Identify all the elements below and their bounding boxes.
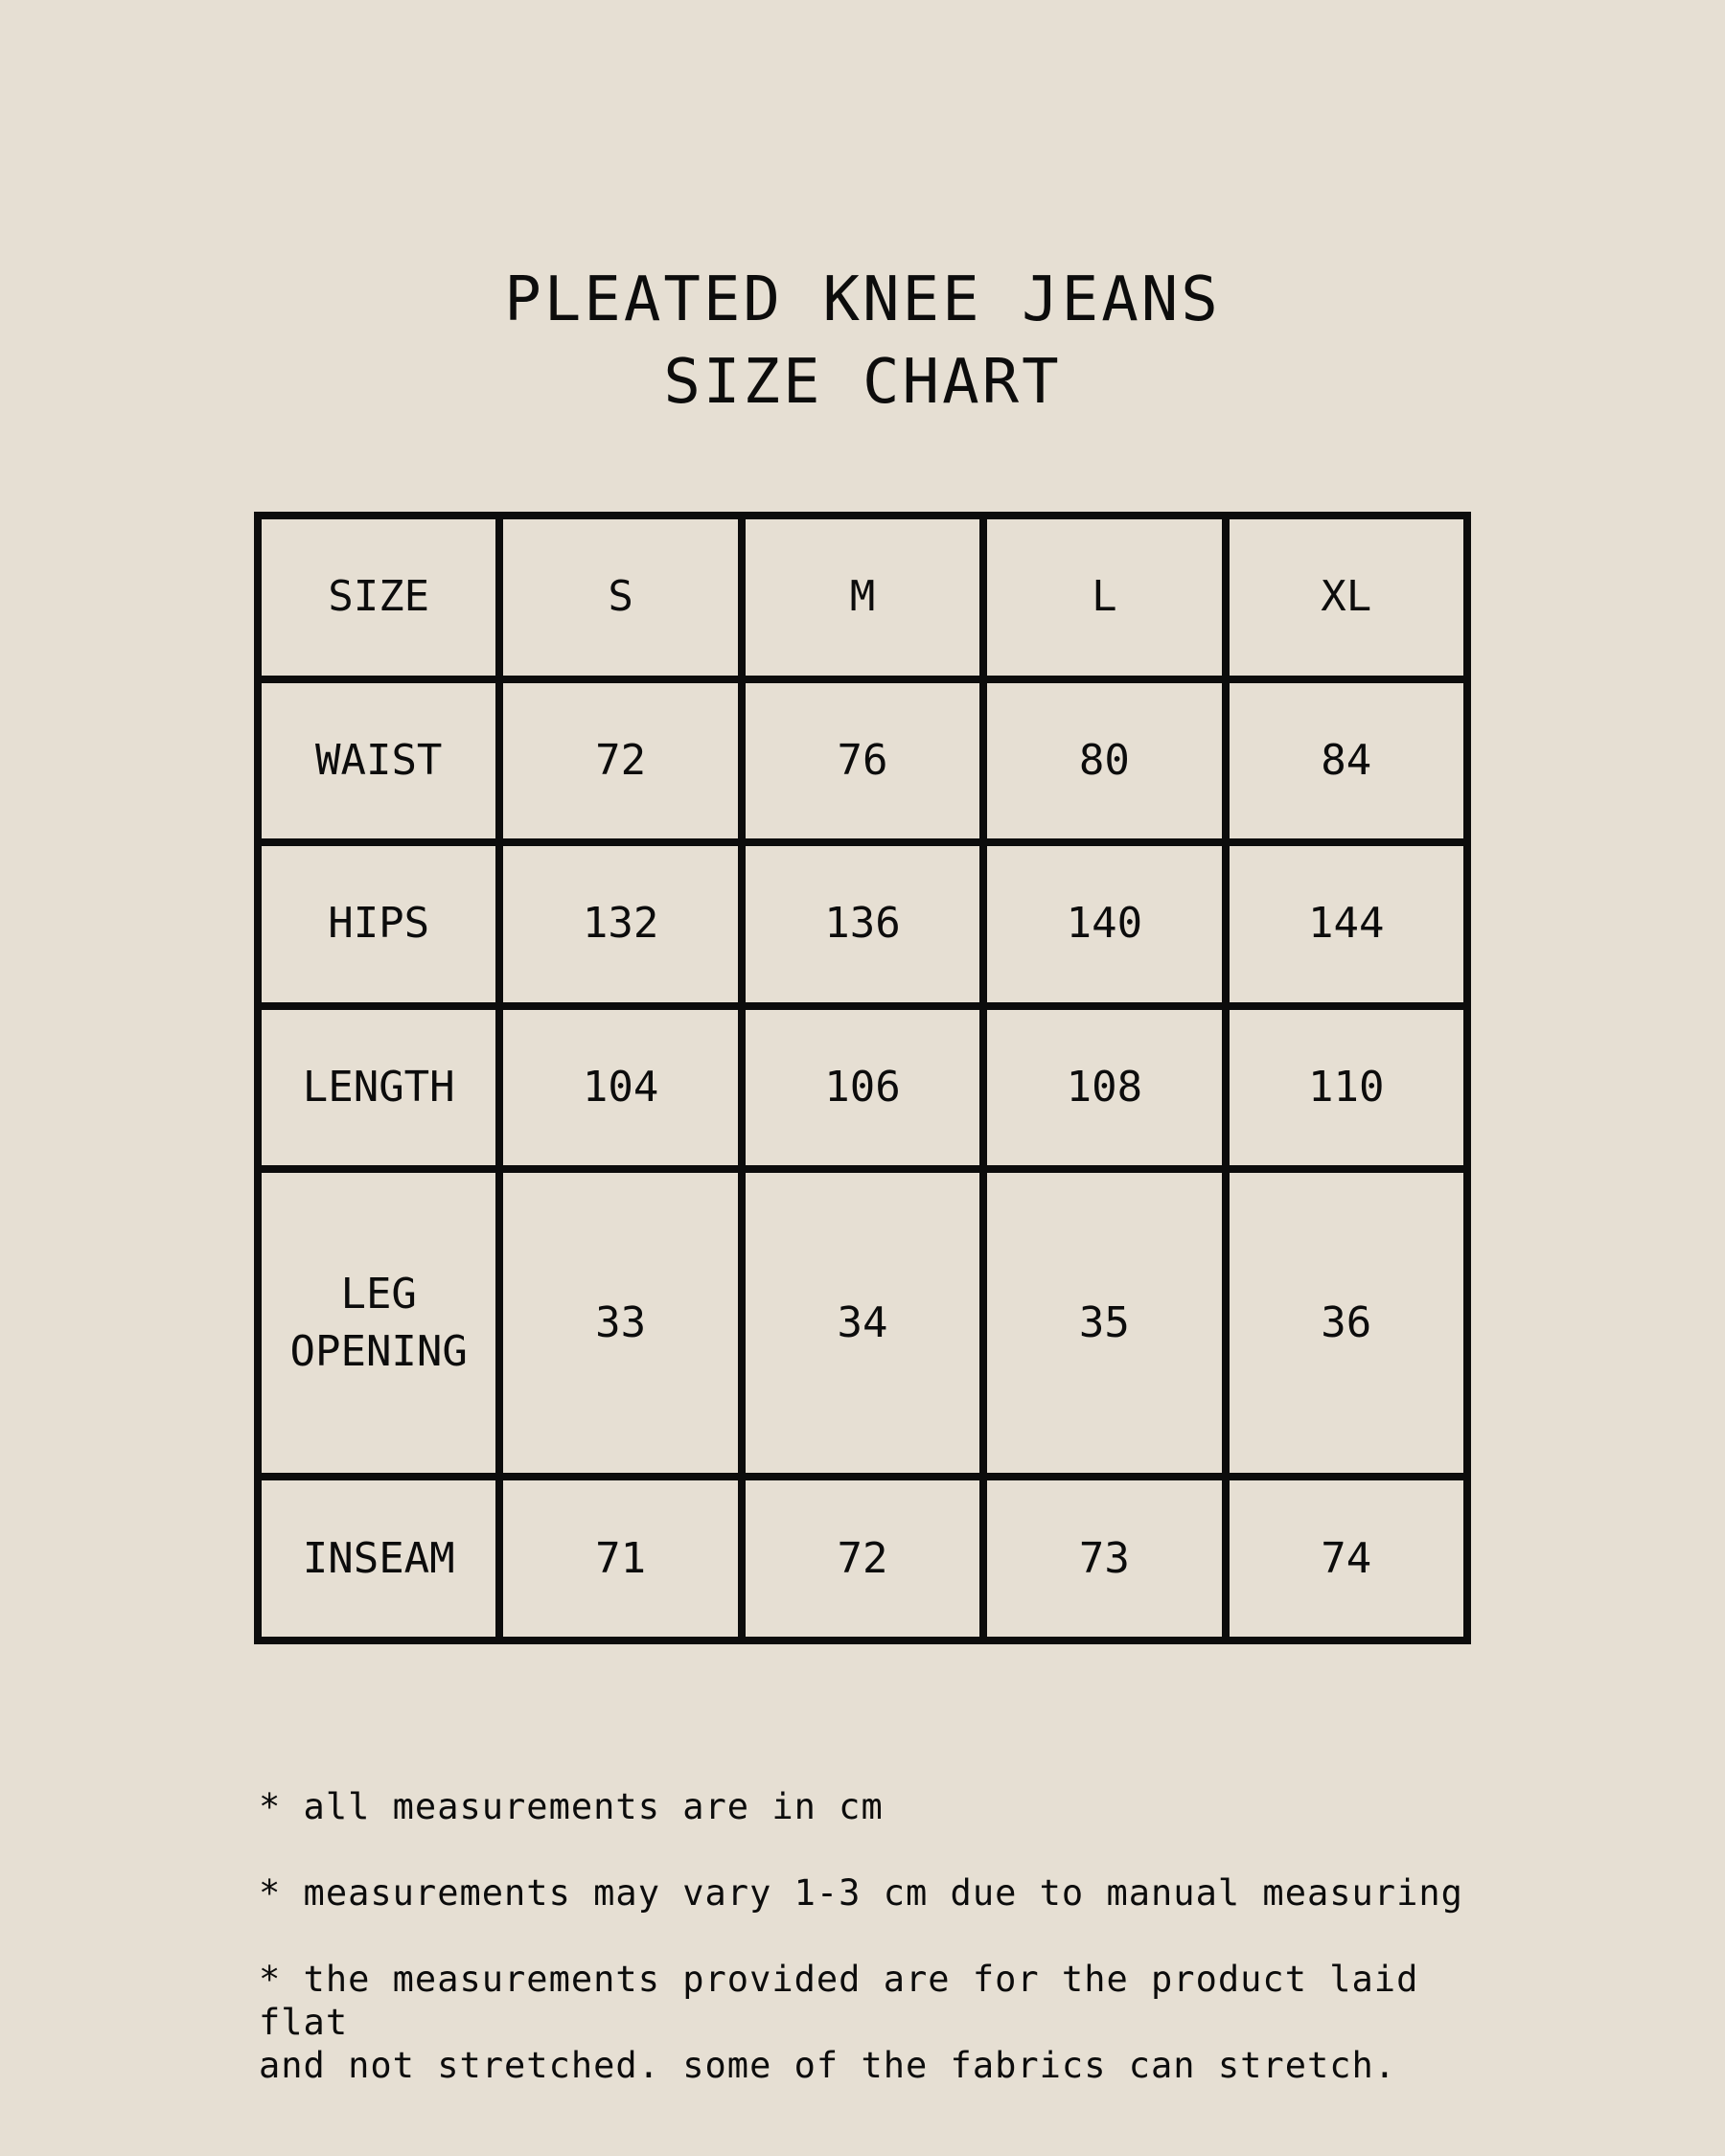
- note-laid-flat: * the measurements provided are for the product laid flat and not stretched. some of the fabrics can stretch.: [259, 1959, 1419, 2086]
- leg-opening-s-cell: 33: [499, 1169, 741, 1477]
- size-chart-table: [254, 512, 1471, 1644]
- row-label-length: LENGTH: [258, 1006, 499, 1170]
- length-s-cell: 104: [499, 1006, 741, 1170]
- waist-m-cell: 76: [742, 679, 983, 843]
- note-variance: * measurements may vary 1-3 cm due to manual measuring: [259, 1872, 1463, 1914]
- table-header-row: [258, 516, 1467, 679]
- length-l-cell: 108: [983, 1006, 1225, 1170]
- hips-xl-cell: 144: [1226, 842, 1467, 1006]
- inseam-m-cell: 72: [742, 1477, 983, 1640]
- hips-l-cell: 140: [983, 842, 1225, 1006]
- header-cell-l: L: [983, 516, 1225, 679]
- leg-opening-l-cell: 35: [983, 1169, 1225, 1477]
- note-units: * all measurements are in cm: [259, 1786, 884, 1827]
- header-cell-size: SIZE: [258, 516, 499, 679]
- waist-xl-cell: 84: [1226, 679, 1467, 843]
- title-line-size-chart: SIZE CHART: [663, 347, 1062, 418]
- title-line-product: PLEATED KNEE JEANS: [504, 264, 1221, 335]
- table-row-length: [258, 1006, 1467, 1170]
- length-xl-cell: 110: [1226, 1006, 1467, 1170]
- leg-opening-m-cell: 34: [742, 1169, 983, 1477]
- page-title: [0, 259, 1725, 424]
- length-m-cell: 106: [742, 1006, 983, 1170]
- hips-s-cell: 132: [499, 842, 741, 1006]
- table-row-inseam: [258, 1477, 1467, 1640]
- row-label-inseam: INSEAM: [258, 1477, 499, 1640]
- row-label-waist: WAIST: [258, 679, 499, 843]
- measurement-notes: [259, 1742, 1524, 2130]
- waist-l-cell: 80: [983, 679, 1225, 843]
- header-cell-s: S: [499, 516, 741, 679]
- inseam-xl-cell: 74: [1226, 1477, 1467, 1640]
- row-label-hips: HIPS: [258, 842, 499, 1006]
- row-label-leg-opening: LEG OPENING: [258, 1169, 499, 1477]
- inseam-l-cell: 73: [983, 1477, 1225, 1640]
- inseam-s-cell: 71: [499, 1477, 741, 1640]
- hips-m-cell: 136: [742, 842, 983, 1006]
- leg-opening-xl-cell: 36: [1226, 1169, 1467, 1477]
- header-cell-xl: XL: [1226, 516, 1467, 679]
- header-cell-m: M: [742, 516, 983, 679]
- table-row-hips: [258, 842, 1467, 1006]
- table-row-waist: [258, 679, 1467, 843]
- waist-s-cell: 72: [499, 679, 741, 843]
- table-row-leg-opening: [258, 1169, 1467, 1477]
